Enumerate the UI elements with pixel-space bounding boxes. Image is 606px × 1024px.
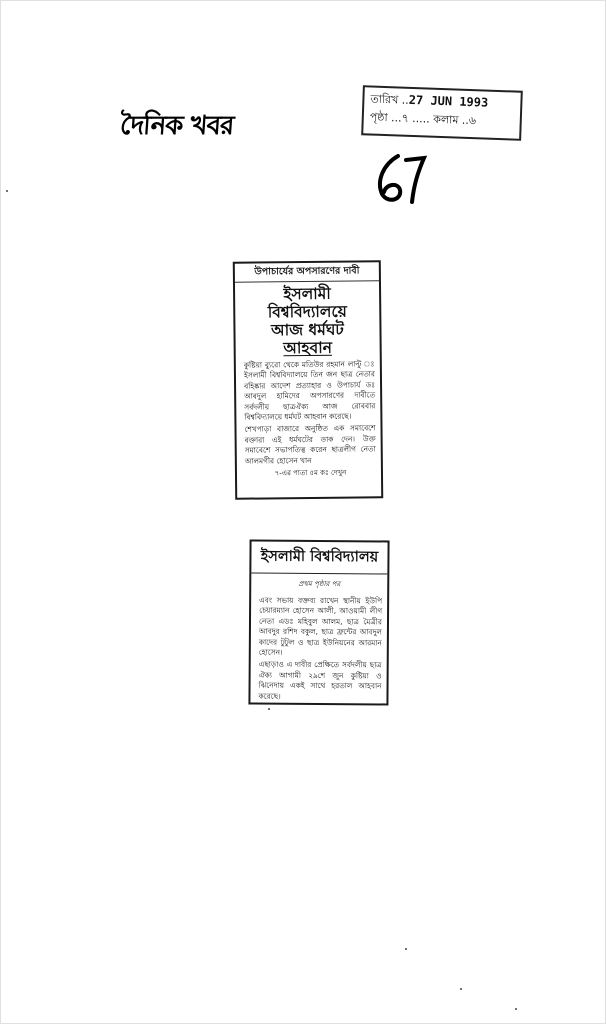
scan-speck bbox=[515, 1008, 517, 1010]
newspaper-masthead: দৈনিক খবর bbox=[119, 111, 235, 141]
clipping1-continued: ৭-এর পাতা ৫ম কঃ দেখুন bbox=[274, 468, 347, 478]
clipping1-paragraph1: কুষ্টিয়া ব্যুরো থেকে মতিউর রহমান লাল্টু ঃ ইসলামী বিশ্ববিদ্যালয়ে তিন জন ছাত্র নেতার বহিষ্কার আদেশ প্রত্যাহার ও উপাচার্য ডঃ আবদুল হামিদের অপসারণের দাবীতে সর্বদলীয় ছাত্রঐক্য আজ রোববার বিশ্ববিদ্যালয়ে ধর্মঘট আহবান করেছে। bbox=[243, 359, 376, 422]
stamp-column-value: ৬ bbox=[468, 113, 477, 128]
scan-speck bbox=[6, 190, 8, 192]
scan-speck bbox=[460, 988, 462, 990]
scan-speck bbox=[268, 708, 270, 710]
stamp-date: 27 JUN 1993 bbox=[408, 92, 489, 110]
clipping1-body bbox=[236, 356, 381, 479]
clipping1-headline-line3: আজ ধর্মঘট bbox=[271, 320, 344, 340]
stamp-column-label: কলাম bbox=[433, 112, 459, 127]
stamp-date-label: তারিখ bbox=[370, 92, 399, 107]
handwritten-number-67 bbox=[370, 150, 430, 210]
clipping1-headline-line1: ইসলামী bbox=[283, 284, 331, 304]
clipping1-headline-line2: বিশ্ববিদ্যালয়ে bbox=[267, 302, 347, 322]
news-clipping-1 bbox=[233, 260, 383, 500]
clipping1-headline-line4: আহবান bbox=[283, 338, 333, 358]
clipping2-paragraph1: এবং সভায় বক্তব্য রাখেন স্থানীয় ইউপি চেয়ারম্যান হোসেন আলী, আওয়ামী লীগ নেতা এডঃ মহিবুল আলম, ছাত্র মৈত্রীর আবদুর রশিদ বকুল, ছাত্র ফ্রন্টের আবদুল কাদের টুটুল ও ছাত্র ইউনিয়নের আরমান হোসেন। bbox=[258, 595, 383, 657]
stamp-date-row: তারিখ ..27 JUN 1993 bbox=[370, 92, 489, 110]
clipping1-kicker: উপাচার্যের অপসারণের দাবী bbox=[235, 262, 379, 283]
scan-speck bbox=[405, 948, 407, 950]
clipping2-subhead: প্রথম পৃষ্ঠার পর bbox=[298, 579, 341, 589]
clipping1-headline bbox=[235, 284, 380, 358]
stamp-page-value: ৭ bbox=[401, 111, 410, 125]
news-clipping-2 bbox=[248, 540, 389, 706]
clipping2-body bbox=[250, 593, 387, 703]
stamp-page-row: পৃষ্ঠা ...৭ ..... কলাম ..৬ bbox=[369, 110, 477, 128]
stamp-page-label: পৃষ্ঠা bbox=[369, 110, 388, 125]
clipping1-paragraph2: শেখপাড়া বাজারে অনুষ্ঠিত এক সমাবেশে বক্তারা এই ধর্মঘটের ডাক দেন। উক্ত সমাবেশে সভাপতিত্ব করেন ছাত্রলীগ নেতা আলমগীর হোসেন খান bbox=[244, 423, 376, 466]
clipping2-headline: ইসলামী বিশ্ববিদ্যালয় bbox=[251, 542, 387, 575]
clipping2-paragraph2: এছাড়াও এ দাবীর প্রেক্ষিতে সর্বদলীয় ছাত্র ঐক্য আগামী ২৯শে জুন কুষ্টিয়া ও ঝিনেদায় একই সাথে হরতাল আহবান করেছে। bbox=[258, 660, 382, 701]
date-stamp bbox=[361, 85, 523, 141]
